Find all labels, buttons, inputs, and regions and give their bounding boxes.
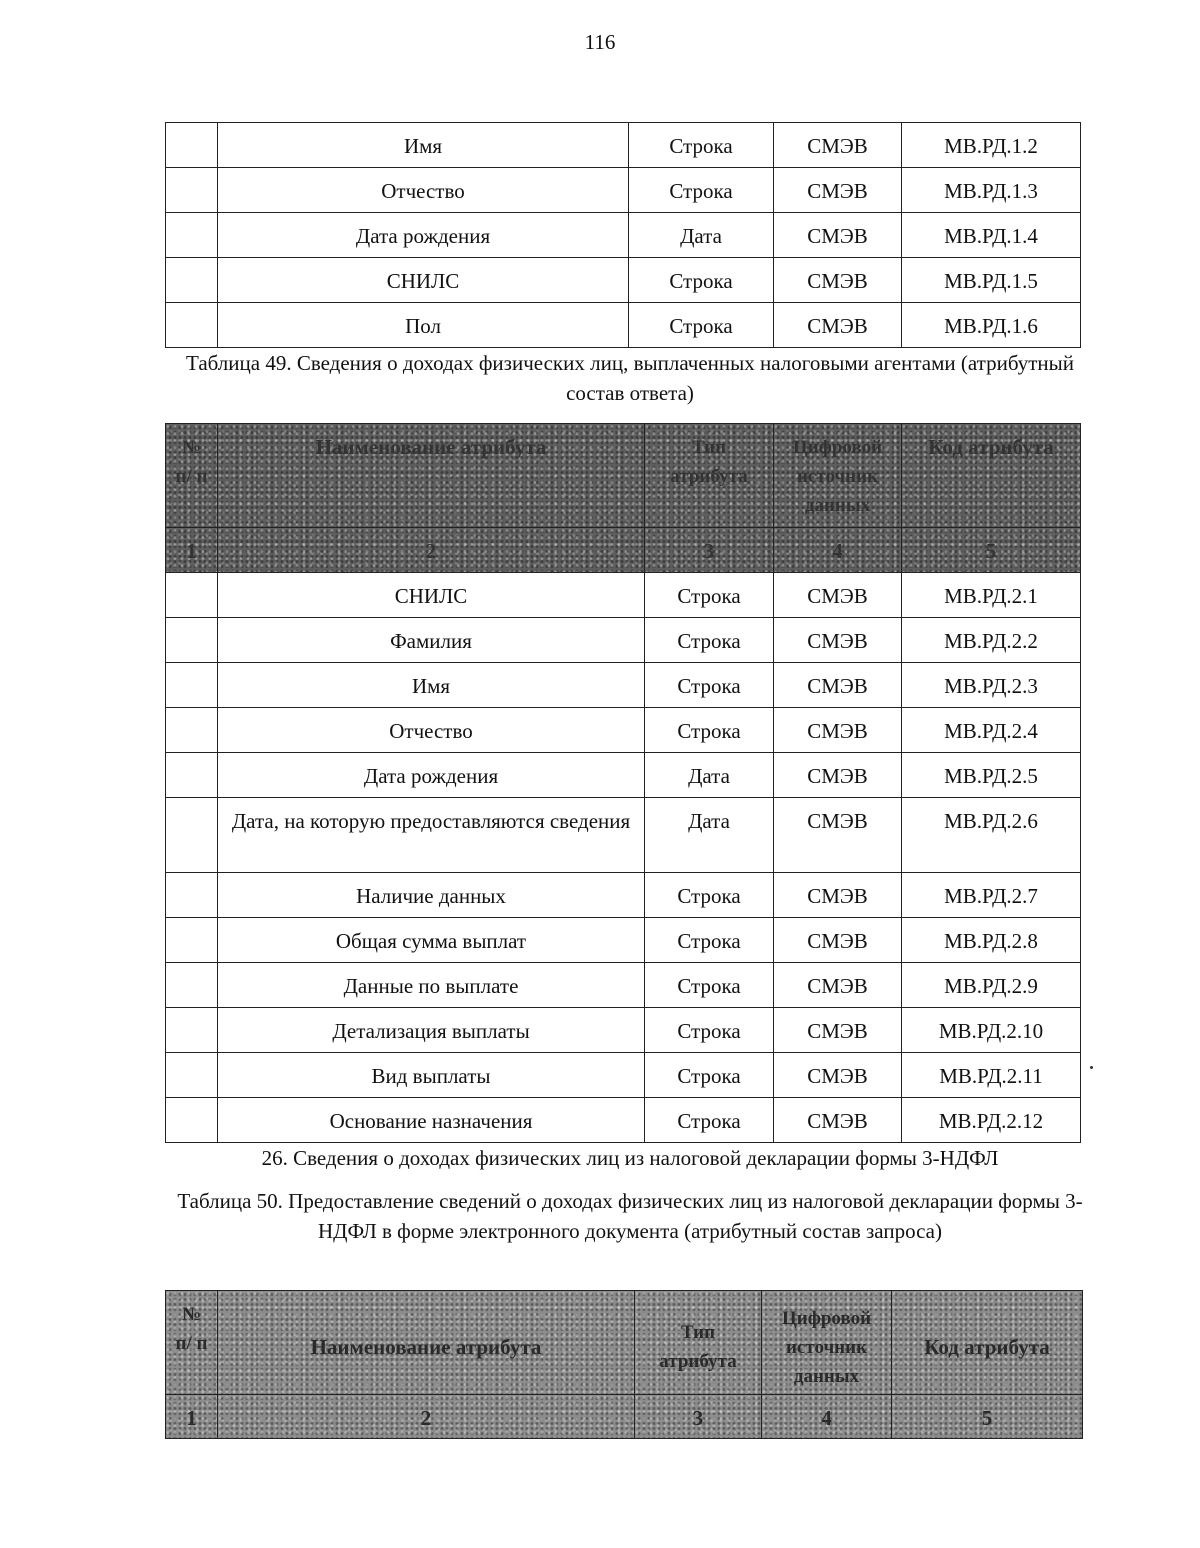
cell-source: СМЭВ [774, 258, 902, 303]
cell-source: СМЭВ [774, 168, 902, 213]
table-row [166, 663, 1081, 708]
cell-type: Дата [645, 798, 774, 873]
table-row [166, 1098, 1081, 1143]
cell-num [166, 708, 218, 753]
cell-num [166, 258, 218, 303]
table-49-header-numbers [166, 528, 1081, 573]
cell-name: Общая сумма выплат [218, 918, 645, 963]
cell-source: СМЭВ [774, 798, 902, 873]
cell-code: МВ.РД.1.2 [902, 123, 1081, 168]
cell-num [166, 303, 218, 348]
table-row [166, 303, 1081, 348]
cell-source: СМЭВ [774, 873, 902, 918]
table-row [166, 1053, 1081, 1098]
cell-num [166, 123, 218, 168]
cell-type: Строка [645, 873, 774, 918]
header-num: № п/ п [166, 424, 218, 528]
cell-name: Дата, на которую предоставляются сведения [218, 798, 645, 873]
table-50-header-numbers [166, 1395, 1083, 1439]
table-row [166, 168, 1081, 213]
cell-code: МВ.РД.2.7 [902, 873, 1081, 918]
table-48-tail [165, 122, 1081, 348]
cell-type: Строка [629, 258, 774, 303]
header-col-1: 1 [166, 1395, 218, 1439]
cell-code: МВ.РД.1.6 [902, 303, 1081, 348]
section-26-heading: 26. Сведения о доходах физических лиц из налоговой декларации формы 3-НДФЛ [261, 1146, 999, 1170]
cell-code: МВ.РД.2.1 [902, 573, 1081, 618]
cell-code: МВ.РД.2.2 [902, 618, 1081, 663]
header-type: Тип атрибута [645, 424, 774, 528]
cell-code: МВ.РД.1.4 [902, 213, 1081, 258]
cell-type: Строка [645, 573, 774, 618]
cell-code: МВ.РД.2.10 [902, 1008, 1081, 1053]
cell-source: СМЭВ [774, 663, 902, 708]
cell-type: Строка [645, 918, 774, 963]
cell-num [166, 213, 218, 258]
cell-num [166, 618, 218, 663]
cell-type: Строка [645, 708, 774, 753]
table-row [166, 123, 1081, 168]
page-number: 116 [584, 30, 616, 54]
table-row [166, 798, 1081, 873]
table-row [166, 753, 1081, 798]
cell-source: СМЭВ [774, 573, 902, 618]
cell-type: Строка [645, 1008, 774, 1053]
table-row [166, 213, 1081, 258]
cell-name: Имя [218, 663, 645, 708]
cell-code: МВ.РД.2.12 [902, 1098, 1081, 1143]
cell-name: Дата рождения [218, 213, 629, 258]
cell-source: СМЭВ [774, 303, 902, 348]
table-49-body [166, 424, 1081, 1143]
cell-source: СМЭВ [774, 213, 902, 258]
cell-name: СНИЛС [218, 573, 645, 618]
table-row [166, 1008, 1081, 1053]
header-col-4: 4 [774, 528, 902, 573]
cell-name: Данные по выплате [218, 963, 645, 1008]
cell-source: СМЭВ [774, 708, 902, 753]
header-source: Цифровой источник данных [774, 424, 902, 528]
cell-name: Фамилия [218, 618, 645, 663]
header-col-3: 3 [645, 528, 774, 573]
table-49-header-row [166, 424, 1081, 528]
cell-source: СМЭВ [774, 123, 902, 168]
table-49-caption: Таблица 49. Сведения о доходах физических лиц, выплаченных налоговыми агентами (атрибутный состав ответа) [186, 351, 1074, 405]
cell-name: СНИЛС [218, 258, 629, 303]
header-name: Наименование атрибута [218, 424, 645, 528]
cell-type: Строка [645, 663, 774, 708]
cell-code: МВ.РД.1.5 [902, 258, 1081, 303]
table-50-caption: Таблица 50. Предоставление сведений о доходах физических лиц из налоговой декларации формы 3-НДФЛ в форме электронного документа (атрибутный состав запроса) [177, 1189, 1083, 1243]
cell-name: Отчество [218, 168, 629, 213]
table-50-header-row [166, 1291, 1083, 1395]
table-row [166, 618, 1081, 663]
table-row [166, 873, 1081, 918]
cell-source: СМЭВ [774, 963, 902, 1008]
table-49 [165, 423, 1081, 1143]
cell-type: Строка [629, 168, 774, 213]
cell-name: Детализация выплаты [218, 1008, 645, 1053]
table-50 [165, 1290, 1083, 1439]
cell-source: СМЭВ [774, 753, 902, 798]
cell-type: Строка [645, 963, 774, 1008]
cell-num [166, 918, 218, 963]
cell-num [166, 963, 218, 1008]
cell-code: МВ.РД.2.4 [902, 708, 1081, 753]
cell-source: СМЭВ [774, 918, 902, 963]
cell-source: СМЭВ [774, 618, 902, 663]
header-type: Тип атрибута [635, 1291, 762, 1395]
cell-code: МВ.РД.2.9 [902, 963, 1081, 1008]
header-code: Код атрибута [892, 1291, 1083, 1395]
cell-name: Отчество [218, 708, 645, 753]
header-col-3: 3 [635, 1395, 762, 1439]
cell-code: МВ.РД.2.6 [902, 798, 1081, 873]
cell-num [166, 168, 218, 213]
scan-speck [1090, 1066, 1093, 1069]
table-row [166, 708, 1081, 753]
header-col-2: 2 [218, 1395, 635, 1439]
cell-num [166, 573, 218, 618]
table-row [166, 258, 1081, 303]
cell-code: МВ.РД.1.3 [902, 168, 1081, 213]
cell-num [166, 798, 218, 873]
header-code: Код атрибута [902, 424, 1081, 528]
table-row [166, 918, 1081, 963]
cell-source: СМЭВ [774, 1008, 902, 1053]
cell-num [166, 663, 218, 708]
cell-num [166, 1053, 218, 1098]
header-col-1: 1 [166, 528, 218, 573]
cell-name: Дата рождения [218, 753, 645, 798]
cell-num [166, 873, 218, 918]
cell-type: Строка [645, 1053, 774, 1098]
cell-type: Дата [645, 753, 774, 798]
table-row [166, 573, 1081, 618]
header-col-2: 2 [218, 528, 645, 573]
cell-num [166, 1008, 218, 1053]
header-col-5: 5 [892, 1395, 1083, 1439]
header-name: Наименование атрибута [218, 1291, 635, 1395]
cell-name: Имя [218, 123, 629, 168]
cell-type: Строка [629, 123, 774, 168]
cell-code: МВ.РД.2.5 [902, 753, 1081, 798]
table-row [166, 963, 1081, 1008]
cell-type: Дата [629, 213, 774, 258]
cell-num [166, 1098, 218, 1143]
cell-type: Строка [645, 618, 774, 663]
cell-code: МВ.РД.2.11 [902, 1053, 1081, 1098]
cell-name: Вид выплаты [218, 1053, 645, 1098]
cell-type: Строка [645, 1098, 774, 1143]
table-48-body [166, 123, 1081, 348]
cell-code: МВ.РД.2.3 [902, 663, 1081, 708]
header-source: Цифровой источник данных [762, 1291, 892, 1395]
header-col-5: 5 [902, 528, 1081, 573]
header-col-4: 4 [762, 1395, 892, 1439]
cell-name: Наличие данных [218, 873, 645, 918]
cell-code: МВ.РД.2.8 [902, 918, 1081, 963]
cell-name: Пол [218, 303, 629, 348]
cell-num [166, 753, 218, 798]
cell-type: Строка [629, 303, 774, 348]
cell-name: Основание назначения [218, 1098, 645, 1143]
header-num: № п/ п [166, 1291, 218, 1395]
cell-source: СМЭВ [774, 1053, 902, 1098]
cell-source: СМЭВ [774, 1098, 902, 1143]
